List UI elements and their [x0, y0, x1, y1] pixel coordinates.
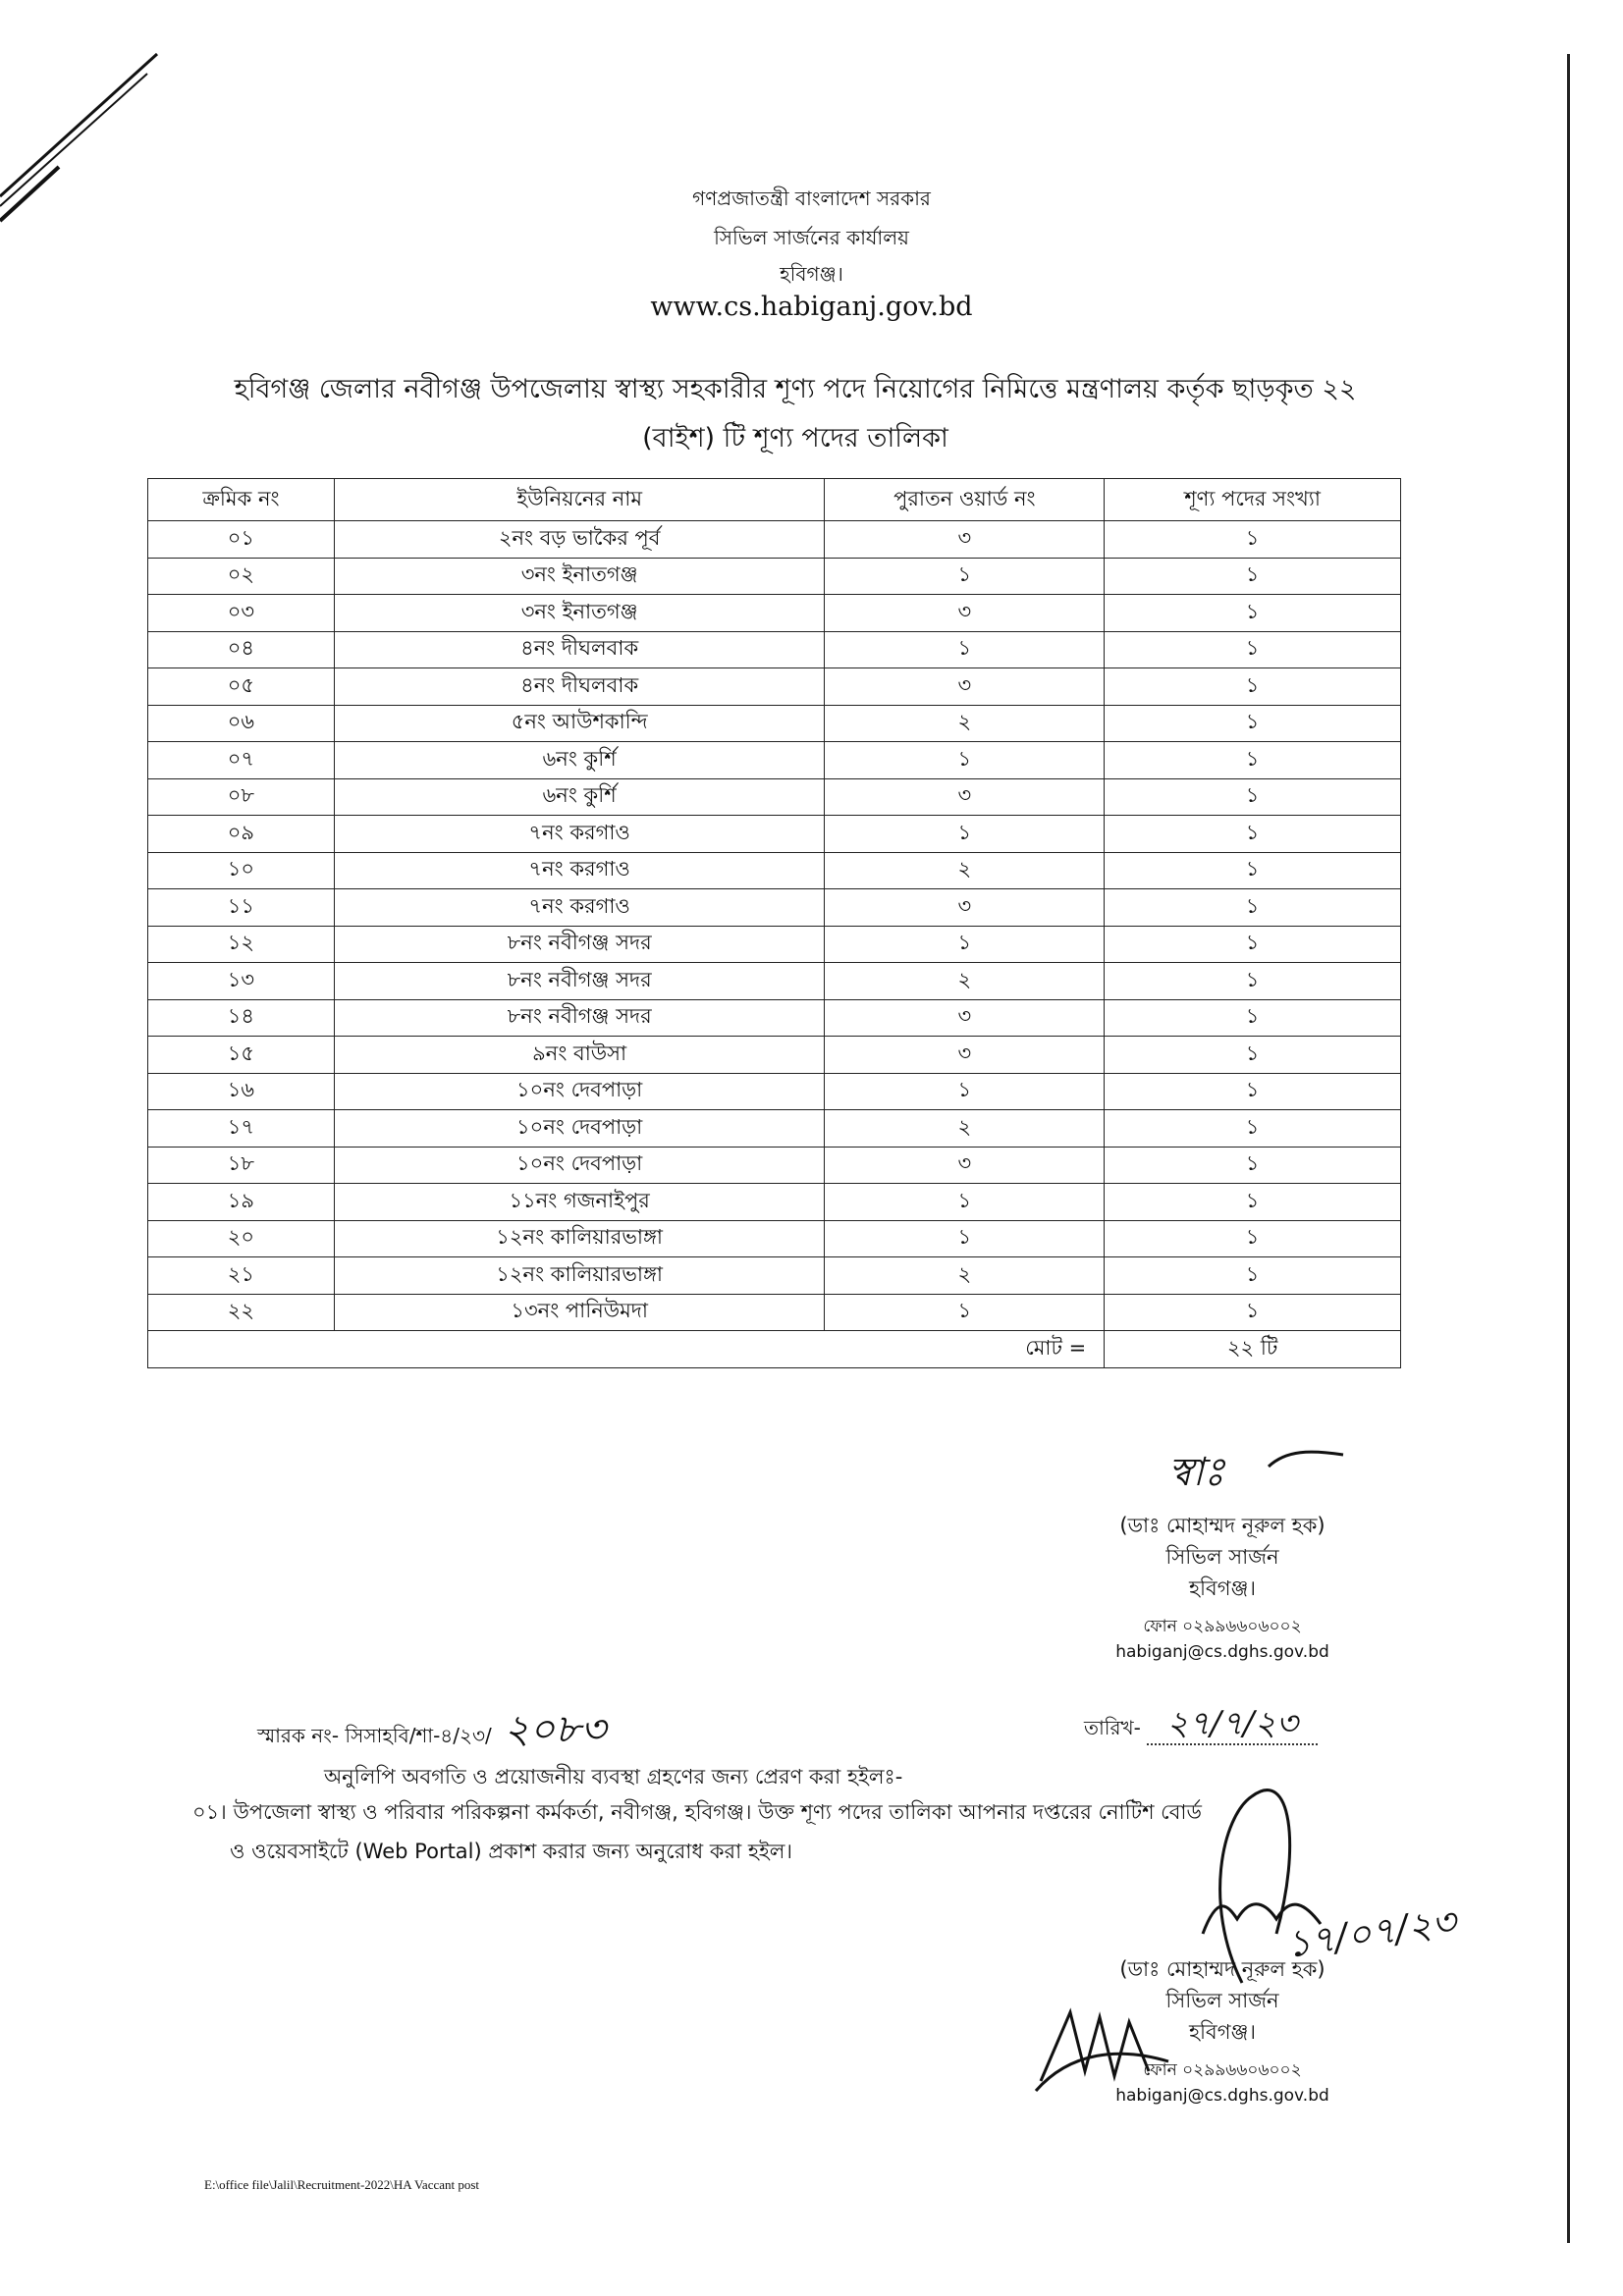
cell-union-name: ১১নং গজনাইপুর	[334, 1184, 825, 1221]
cell-serial: ১৮	[148, 1147, 335, 1184]
memo-reference	[257, 1698, 606, 1764]
table-row	[148, 1073, 1401, 1110]
table-row	[148, 816, 1401, 853]
cell-vacancy-count: ১	[1105, 1147, 1401, 1184]
website-url: www.cs.habiganj.gov.bd	[650, 292, 973, 322]
cell-ward-no: ২	[825, 1110, 1105, 1148]
cell-union-name: ৪নং দীঘলবাক	[334, 631, 825, 668]
document-title	[137, 365, 1453, 463]
cell-vacancy-count: ১	[1105, 1110, 1401, 1148]
cell-union-name: ৮নং নবীগঞ্জ সদর	[334, 999, 825, 1037]
table-row	[148, 668, 1401, 706]
cell-union-name: ২নং বড় ভাকৈর পূর্ব	[334, 521, 825, 559]
cell-serial: ১৯	[148, 1184, 335, 1221]
cell-serial: ০৫	[148, 668, 335, 706]
cell-serial: ১৭	[148, 1110, 335, 1148]
cell-ward-no: ৩	[825, 595, 1105, 632]
cell-vacancy-count: ১	[1105, 595, 1401, 632]
table-row	[148, 1147, 1401, 1184]
cell-ward-no: ১	[825, 1294, 1105, 1331]
cell-serial: ২০	[148, 1220, 335, 1257]
table-row	[148, 631, 1401, 668]
table-row	[148, 558, 1401, 595]
cell-serial: ১৬	[148, 1073, 335, 1110]
cell-vacancy-count: ১	[1105, 668, 1401, 706]
cell-vacancy-count: ১	[1105, 926, 1401, 963]
signatory-name-1: (ডাঃ মোহাম্মদ নূরুল হক)	[1119, 1514, 1325, 1537]
initial-scribble-mark	[1031, 1993, 1178, 2101]
cell-ward-no: ১	[825, 558, 1105, 595]
memo-date	[1084, 1698, 1318, 1754]
cell-vacancy-count: ১	[1105, 1257, 1401, 1295]
copy-item-1-line-1: ০১। উপজেলা স্বাস্থ্য ও পরিবার পরিকল্পনা কর্মকর্তা, নবীগঞ্জ, হবিগঞ্জ। উক্ত শূণ্য পদের তালিকা আপনার দপ্তরের নোটিশ বোর্ড	[192, 1800, 1202, 1824]
table-row	[148, 521, 1401, 559]
table-row	[148, 999, 1401, 1037]
cell-union-name: ১০নং দেবপাড়া	[334, 1147, 825, 1184]
cell-union-name: ১২নং কালিয়ারভাঙ্গা	[334, 1257, 825, 1295]
signature-flourish-1	[1267, 1445, 1345, 1474]
cell-ward-no: ১	[825, 1073, 1105, 1110]
cell-ward-no: ১	[825, 631, 1105, 668]
cell-serial: ০২	[148, 558, 335, 595]
table-row	[148, 742, 1401, 779]
cell-ward-no: ৩	[825, 521, 1105, 559]
table-row	[148, 1110, 1401, 1148]
cell-serial: ০১	[148, 521, 335, 559]
cell-union-name: ৭নং করগাও	[334, 852, 825, 889]
cell-union-name: ১০নং দেবপাড়া	[334, 1110, 825, 1148]
cell-vacancy-count: ১	[1105, 631, 1401, 668]
signatory-designation-2: সিভিল সার্জন	[1165, 1989, 1279, 2012]
table-row	[148, 1037, 1401, 1074]
signatory-place-1: হবিগঞ্জ।	[1189, 1576, 1256, 1600]
cell-serial: ১২	[148, 926, 335, 963]
cell-serial: ১০	[148, 852, 335, 889]
cell-serial: ২২	[148, 1294, 335, 1331]
copy-item-1-line-2: ও ওয়েবসাইটে (Web Portal) প্রকাশ করার জন্য অনুরোধ করা হইল।	[230, 1840, 792, 1863]
memo-ref-label: স্মারক নং- সিসাহবি/শা-৪/২৩/	[257, 1724, 492, 1747]
cell-serial: ১১	[148, 889, 335, 927]
cell-vacancy-count: ১	[1105, 1184, 1401, 1221]
cell-ward-no: ৩	[825, 889, 1105, 927]
cell-union-name: ১২নং কালিয়ারভাঙ্গা	[334, 1220, 825, 1257]
signatory-designation-1: সিভিল সার্জন	[1165, 1545, 1279, 1569]
title-line-2: (বাইশ) টি শূণ্য পদের তালিকা	[642, 423, 948, 454]
cell-serial: ০৪	[148, 631, 335, 668]
memo-date-label: তারিখ-	[1084, 1716, 1141, 1739]
vacancy-table	[147, 478, 1401, 1368]
total-value: ২২ টি	[1105, 1331, 1401, 1368]
cell-union-name: ৯নং বাউসা	[334, 1037, 825, 1074]
signatory-phone-2: ফোন ০২৯৯৬৬০৬০০২	[1143, 2060, 1302, 2080]
col-header-vacancy: শূণ্য পদের সংখ্যা	[1105, 479, 1401, 521]
cell-union-name: ৩নং ইনাতগঞ্জ	[334, 595, 825, 632]
cell-ward-no: ২	[825, 963, 1105, 1000]
table-row	[148, 926, 1401, 963]
table-row	[148, 1294, 1401, 1331]
col-header-union: ইউনিয়নের নাম	[334, 479, 825, 521]
cell-vacancy-count: ১	[1105, 558, 1401, 595]
signature-mark-1: স্বাঃ	[1168, 1450, 1225, 1495]
table-header-row	[148, 479, 1401, 521]
table-body	[148, 521, 1401, 1331]
file-path-footer: E:\office file\Jalil\Recruitment-2022\HA Vaccant post	[204, 2177, 480, 2192]
cell-ward-no: ২	[825, 705, 1105, 742]
table-row	[148, 889, 1401, 927]
table-row	[148, 1184, 1401, 1221]
cell-vacancy-count: ১	[1105, 1220, 1401, 1257]
cell-ward-no: ১	[825, 1220, 1105, 1257]
signatory-block-1	[1060, 1510, 1384, 1665]
cell-ward-no: ৩	[825, 668, 1105, 706]
cell-serial: ০৬	[148, 705, 335, 742]
signatory-name-2: (ডাঃ মোহাম্মদ নূরুল হক)	[1119, 1957, 1325, 1981]
cell-vacancy-count: ১	[1105, 705, 1401, 742]
cell-ward-no: ১	[825, 1184, 1105, 1221]
table-row	[148, 1220, 1401, 1257]
cell-ward-no: ১	[825, 742, 1105, 779]
table-row	[148, 705, 1401, 742]
table-total-row	[148, 1331, 1401, 1368]
table-row	[148, 1257, 1401, 1295]
table-row	[148, 963, 1401, 1000]
office-location: হবিগঞ্জ।	[780, 262, 843, 286]
handwritten-date-2: ১৭/০৭/২৩	[1283, 1899, 1459, 1966]
scan-edge-line	[1567, 54, 1570, 2243]
cell-serial: ২১	[148, 1257, 335, 1295]
cell-ward-no: ২	[825, 1257, 1105, 1295]
cell-union-name: ১৩নং পানিউমদা	[334, 1294, 825, 1331]
cell-ward-no: ৩	[825, 999, 1105, 1037]
cell-serial: ১৩	[148, 963, 335, 1000]
govt-name: গণপ্রজাতন্ত্রী বাংলাদেশ সরকার	[692, 187, 931, 210]
cell-vacancy-count: ১	[1105, 852, 1401, 889]
table-row	[148, 595, 1401, 632]
cell-ward-no: ২	[825, 852, 1105, 889]
memo-ref-number: ২০৮৩	[504, 1707, 607, 1752]
cell-vacancy-count: ১	[1105, 889, 1401, 927]
cell-union-name: ৬নং কুর্শি	[334, 778, 825, 816]
cell-vacancy-count: ১	[1105, 521, 1401, 559]
memo-date-value: ২৭/৭/২৩	[1147, 1704, 1317, 1745]
cell-serial: ০৩	[148, 595, 335, 632]
signatory-place-2: হবিগঞ্জ।	[1189, 2020, 1256, 2044]
copy-intro: অনুলিপি অবগতি ও প্রয়োজনীয় ব্যবস্থা গ্রহণের জন্য প্রেরণ করা হইলঃ-	[324, 1765, 903, 1789]
cell-vacancy-count: ১	[1105, 1037, 1401, 1074]
cell-union-name: ৭নং করগাও	[334, 889, 825, 927]
cell-vacancy-count: ১	[1105, 742, 1401, 779]
cell-serial: ০৭	[148, 742, 335, 779]
cell-ward-no: ৩	[825, 1147, 1105, 1184]
cell-ward-no: ১	[825, 926, 1105, 963]
cell-union-name: ৭নং করগাও	[334, 816, 825, 853]
cell-vacancy-count: ১	[1105, 1073, 1401, 1110]
cell-ward-no: ১	[825, 816, 1105, 853]
cell-union-name: ৮নং নবীগঞ্জ সদর	[334, 963, 825, 1000]
cell-union-name: ৬নং কুর্শি	[334, 742, 825, 779]
cell-serial: ১৪	[148, 999, 335, 1037]
cell-ward-no: ৩	[825, 1037, 1105, 1074]
cell-serial: ০৮	[148, 778, 335, 816]
cell-serial: ১৫	[148, 1037, 335, 1074]
cell-union-name: ৩নং ইনাতগঞ্জ	[334, 558, 825, 595]
title-line-1: হবিগঞ্জ জেলার নবীগঞ্জ উপজেলায় স্বাস্থ্য সহকারীর শূণ্য পদে নিয়োগের নিমিত্তে মন্ত্রণালয় কর্তৃক ছাড়কৃত ২২	[234, 374, 1357, 404]
cell-union-name: ৫নং আউশকান্দি	[334, 705, 825, 742]
cell-vacancy-count: ১	[1105, 816, 1401, 853]
col-header-ward: পুরাতন ওয়ার্ড নং	[825, 479, 1105, 521]
table-row	[148, 778, 1401, 816]
table-row	[148, 852, 1401, 889]
cell-vacancy-count: ১	[1105, 778, 1401, 816]
signatory-email-2: habiganj@cs.dghs.gov.bd	[1115, 2086, 1329, 2106]
cell-union-name: ৪নং দীঘলবাক	[334, 668, 825, 706]
cell-union-name: ১০নং দেবপাড়া	[334, 1073, 825, 1110]
cell-serial: ০৯	[148, 816, 335, 853]
cell-ward-no: ৩	[825, 778, 1105, 816]
cell-union-name: ৮নং নবীগঞ্জ সদর	[334, 926, 825, 963]
signatory-email-1: habiganj@cs.dghs.gov.bd	[1115, 1642, 1329, 1662]
col-header-serial: ক্রমিক নং	[148, 479, 335, 521]
signatory-phone-1: ফোন ০২৯৯৬৬০৬০০২	[1143, 1617, 1302, 1636]
total-label: মোট =	[148, 1331, 1105, 1368]
cell-vacancy-count: ১	[1105, 963, 1401, 1000]
cell-vacancy-count: ১	[1105, 999, 1401, 1037]
office-name: সিভিল সার্জনের কার্যালয়	[714, 226, 909, 249]
cell-vacancy-count: ১	[1105, 1294, 1401, 1331]
